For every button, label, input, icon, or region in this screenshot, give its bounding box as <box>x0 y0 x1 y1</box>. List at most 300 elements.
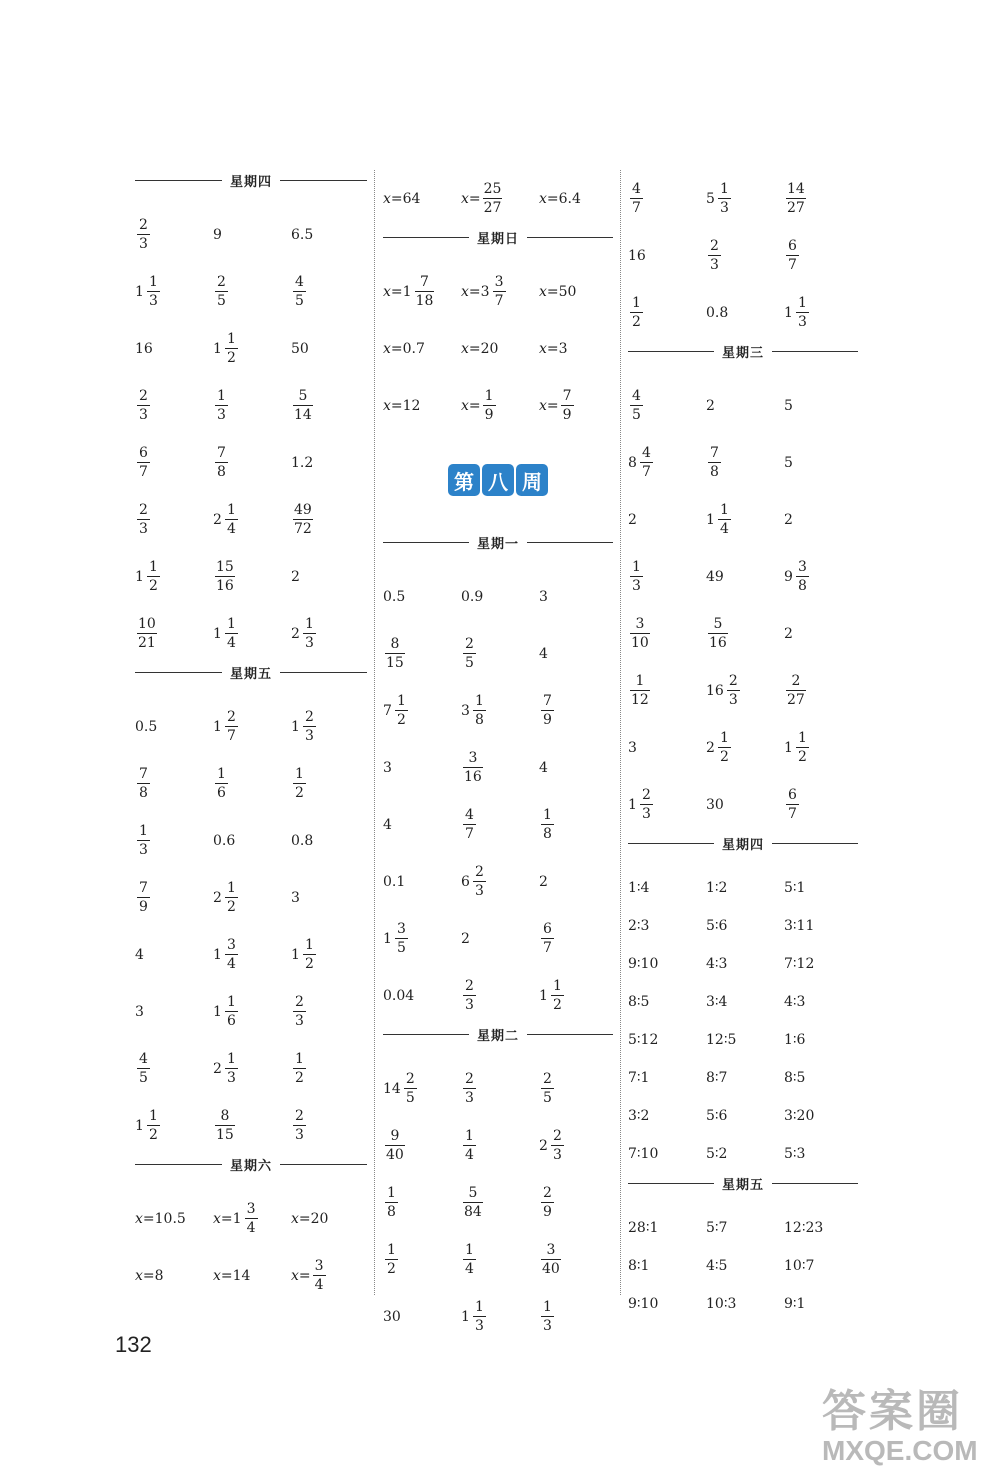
number: 3 <box>628 739 637 756</box>
fraction <box>137 824 150 857</box>
answer-cell <box>628 1059 706 1097</box>
number: 0.7 <box>402 340 425 357</box>
number: 0.9 <box>461 588 484 605</box>
answer-cell <box>706 605 784 662</box>
number: 12∶5 <box>706 1032 737 1048</box>
fraction <box>137 218 150 251</box>
answer-cell <box>135 869 213 926</box>
answer-cell <box>291 548 367 605</box>
number: 2 <box>539 873 548 890</box>
answer-grid <box>628 170 858 341</box>
numerator: 4 <box>632 181 641 197</box>
fraction <box>137 503 150 536</box>
whole-number: 1 <box>402 283 412 300</box>
denominator: 21 <box>138 635 156 651</box>
answer-grid <box>383 1060 613 1345</box>
denominator: 7 <box>630 198 643 215</box>
denominator: 2 <box>147 576 160 593</box>
denominator: 5 <box>541 1088 554 1105</box>
answer-grid <box>383 170 613 227</box>
header-rule <box>280 1164 367 1165</box>
fraction <box>630 182 643 215</box>
equals-sign: = <box>390 283 403 300</box>
fraction <box>293 995 306 1028</box>
number: 64 <box>402 190 421 207</box>
variable-x: x <box>383 340 391 357</box>
equals-sign: = <box>298 1267 311 1284</box>
number: 5∶3 <box>784 1146 806 1162</box>
answer-cell <box>628 1285 706 1323</box>
answer-cell <box>461 796 539 853</box>
column-divider <box>374 170 375 1295</box>
equals-sign: = <box>468 340 481 357</box>
answer-cell <box>784 434 860 491</box>
week-badge-char: 周 <box>516 464 548 496</box>
answer-cell <box>784 983 860 1021</box>
day-header <box>383 227 613 247</box>
fraction <box>463 979 476 1012</box>
header-rule <box>280 672 367 673</box>
numerator: 1 <box>148 559 158 575</box>
numerator: 2 <box>552 1128 562 1144</box>
answer-cell <box>539 796 615 853</box>
number: 5 <box>784 397 793 414</box>
answer-cell <box>461 1117 539 1174</box>
denominator: 7 <box>225 726 238 743</box>
fraction <box>541 922 554 955</box>
answer-cell <box>784 945 860 983</box>
whole-number: 1 <box>383 930 392 947</box>
answer-cell <box>539 1174 615 1231</box>
whole-number: 2 <box>706 739 715 756</box>
denominator: 3 <box>630 576 643 593</box>
answer-cell <box>213 1040 291 1097</box>
day-header <box>383 532 613 552</box>
answer-cell <box>784 227 860 284</box>
numerator: 2 <box>543 1071 552 1087</box>
answer-cell <box>213 434 291 491</box>
numerator: 1 <box>635 673 645 689</box>
day-header <box>628 1173 858 1193</box>
answer-cell <box>706 491 784 548</box>
answer-cell <box>135 1190 213 1247</box>
fraction <box>796 731 809 764</box>
answer-cell <box>383 853 461 910</box>
day-title: 星期四 <box>230 174 273 190</box>
fraction <box>137 446 150 479</box>
denominator: 7 <box>640 462 653 479</box>
fraction <box>551 1129 564 1162</box>
watermark-url: MXQE.COM <box>822 1435 978 1466</box>
numerator: 6 <box>788 238 797 254</box>
variable-x: x <box>291 1267 299 1284</box>
answer-cell <box>784 1059 860 1097</box>
variable-x: x <box>383 397 391 414</box>
denominator: 5 <box>137 1068 150 1085</box>
header-rule <box>383 237 469 238</box>
whole-number: 1 <box>213 625 222 642</box>
number: 1∶2 <box>706 880 728 896</box>
number: 2 <box>784 625 793 642</box>
answer-cell <box>291 263 367 320</box>
fraction <box>415 275 435 308</box>
fraction <box>245 1202 258 1235</box>
whole-number: 1 <box>291 946 300 963</box>
numerator: 4 <box>295 274 304 290</box>
header-rule <box>135 180 222 181</box>
denominator: 16 <box>464 769 482 785</box>
answer-cell <box>628 377 706 434</box>
answer-cell <box>135 605 213 662</box>
denominator: 10 <box>631 635 649 651</box>
whole-number: 1 <box>135 568 144 585</box>
fraction <box>796 296 809 329</box>
numerator: 1 <box>304 937 314 953</box>
whole-number: 1 <box>213 1003 222 1020</box>
fraction <box>225 881 238 914</box>
numerator: 1 <box>474 693 484 709</box>
answer-cell <box>291 434 367 491</box>
answer-cell <box>291 206 367 263</box>
answer-cell <box>291 812 367 869</box>
denominator: 7 <box>786 255 799 272</box>
answer-cell <box>784 719 860 776</box>
answer-cell <box>135 491 213 548</box>
answer-cell <box>213 320 291 377</box>
fraction <box>630 560 643 593</box>
answer-cell <box>213 755 291 812</box>
header-rule <box>772 1183 858 1184</box>
whole-number: 14 <box>383 1080 401 1097</box>
whole-number: 3 <box>461 702 470 719</box>
fraction <box>640 446 653 479</box>
answer-cell <box>461 853 539 910</box>
answer-cell <box>539 170 615 227</box>
equals-sign: = <box>298 1210 311 1227</box>
answer-cell <box>213 206 291 263</box>
numerator: 1 <box>474 1299 484 1315</box>
number: 3∶20 <box>784 1108 815 1124</box>
answer-grid <box>135 206 367 662</box>
number: 9∶1 <box>784 1296 806 1312</box>
answer-cell <box>461 910 539 967</box>
number: 4∶3 <box>706 956 728 972</box>
numerator: 1 <box>396 693 406 709</box>
numerator: 1 <box>387 1185 396 1201</box>
fraction <box>483 389 496 422</box>
numerator: 6 <box>543 921 552 937</box>
watermark-brand: 答案圈 <box>822 1387 963 1436</box>
day-header <box>628 833 858 853</box>
day-header <box>135 1154 367 1174</box>
number: 5∶1 <box>784 880 806 896</box>
answer-cell <box>539 967 615 1024</box>
fraction <box>137 881 150 914</box>
numerator: 2 <box>295 994 304 1010</box>
answer-cell <box>383 796 461 853</box>
fraction <box>137 617 157 650</box>
answer-cell <box>461 625 539 682</box>
denominator: 3 <box>137 840 150 857</box>
variable-x: x <box>539 190 547 207</box>
whole-number: 9 <box>784 568 793 585</box>
numerator: 1 <box>226 880 236 896</box>
numerator: 14 <box>787 181 805 197</box>
numerator: 7 <box>217 445 226 461</box>
answer-cell <box>135 320 213 377</box>
whole-number: 1 <box>784 739 793 756</box>
numerator: 3 <box>635 616 645 632</box>
watermark <box>822 1375 978 1467</box>
numerator: 4 <box>139 1051 148 1067</box>
answer-cell <box>706 869 784 907</box>
denominator: 4 <box>463 1259 476 1276</box>
answer-cell <box>706 170 784 227</box>
numerator: 4 <box>641 445 651 461</box>
denominator: 3 <box>473 881 486 898</box>
answer-cell <box>539 320 615 377</box>
answer-cell <box>135 1040 213 1097</box>
denominator: 6 <box>215 783 228 800</box>
whole-number: 8 <box>628 454 637 471</box>
numerator: 7 <box>710 445 719 461</box>
answer-cell <box>628 776 706 833</box>
answer-cell <box>461 1060 539 1117</box>
answer-cell <box>383 170 461 227</box>
answer-cell <box>628 907 706 945</box>
number: 0.6 <box>213 832 236 849</box>
fraction <box>225 995 238 1028</box>
answer-cell <box>706 434 784 491</box>
number: 4 <box>539 759 548 776</box>
number: 3∶2 <box>628 1108 650 1124</box>
numerator: 7 <box>420 274 429 290</box>
fraction <box>718 182 731 215</box>
numerator: 3 <box>468 750 478 766</box>
answer-cell <box>383 1117 461 1174</box>
number: 8∶1 <box>628 1258 650 1274</box>
fraction <box>718 731 731 764</box>
denominator: 18 <box>415 293 434 309</box>
equals-sign: = <box>220 1267 233 1284</box>
answer-cell <box>383 739 461 796</box>
equals-sign: = <box>546 283 559 300</box>
fraction <box>463 808 476 841</box>
number: 2 <box>628 511 637 528</box>
denominator: 5 <box>215 291 228 308</box>
answer-cell <box>784 491 860 548</box>
number: 12∶23 <box>784 1220 824 1236</box>
answer-cell <box>628 170 706 227</box>
equals-sign: = <box>468 190 481 207</box>
answer-cell <box>628 983 706 1021</box>
number: 30 <box>706 796 724 813</box>
variable-x: x <box>539 397 547 414</box>
answer-cell <box>461 682 539 739</box>
answer-cell <box>461 320 539 377</box>
answer-cell <box>628 869 706 907</box>
header-rule <box>135 1164 222 1165</box>
fraction <box>708 446 721 479</box>
number: 16 <box>135 340 153 357</box>
numerator: 9 <box>390 1128 400 1144</box>
variable-x: x <box>539 283 547 300</box>
answer-cell <box>706 776 784 833</box>
answer-cell <box>291 869 367 926</box>
day-header <box>383 1024 613 1044</box>
answer-cell <box>291 755 367 812</box>
whole-number: 1 <box>213 718 222 735</box>
fraction <box>630 296 643 329</box>
number: 9∶10 <box>628 1296 659 1312</box>
answer-cell <box>539 739 615 796</box>
answer-grid <box>135 1190 367 1304</box>
fraction <box>541 1186 554 1219</box>
answer-cell <box>291 926 367 983</box>
answer-cell <box>383 1060 461 1117</box>
fraction <box>463 1072 476 1105</box>
whole-number: 2 <box>539 1137 548 1154</box>
number: 4 <box>135 946 144 963</box>
denominator: 3 <box>225 1068 238 1085</box>
answer-cell <box>628 1021 706 1059</box>
denominator: 2 <box>225 348 238 365</box>
answer-cell <box>291 491 367 548</box>
fraction <box>541 808 554 841</box>
fraction <box>463 637 476 670</box>
answer-cell <box>784 907 860 945</box>
fraction <box>303 710 316 743</box>
fraction <box>727 674 740 707</box>
fraction <box>786 182 806 215</box>
numerator: 8 <box>390 636 400 652</box>
answer-cell <box>291 377 367 434</box>
answer-cell <box>539 625 615 682</box>
answer-column-1 <box>135 170 367 1304</box>
numerator: 10 <box>138 616 156 632</box>
number: 0.8 <box>706 304 729 321</box>
fraction <box>493 275 506 308</box>
denominator: 3 <box>137 519 150 536</box>
denominator: 3 <box>463 1088 476 1105</box>
denominator: 6 <box>225 1011 238 1028</box>
header-rule <box>527 1034 613 1035</box>
fraction <box>225 617 238 650</box>
week-badge <box>383 464 613 496</box>
answer-cell <box>706 907 784 945</box>
fraction <box>708 617 728 650</box>
fraction <box>463 1243 476 1276</box>
denominator: 4 <box>463 1145 476 1162</box>
number: 5∶6 <box>706 918 728 934</box>
answer-cell <box>383 1288 461 1345</box>
denominator: 8 <box>215 462 228 479</box>
denominator: 3 <box>293 1011 306 1028</box>
week-badge-char: 八 <box>482 464 514 496</box>
denominator: 27 <box>787 692 805 708</box>
fraction <box>463 1129 476 1162</box>
fraction <box>215 389 228 422</box>
numerator: 1 <box>226 502 236 518</box>
answer-grid <box>628 869 858 1173</box>
denominator: 3 <box>727 690 740 707</box>
answer-cell <box>383 625 461 682</box>
fraction <box>137 389 150 422</box>
equals-sign: = <box>390 397 403 414</box>
answer-cell <box>291 698 367 755</box>
whole-number: 2 <box>213 1060 222 1077</box>
answer-cell <box>383 568 461 625</box>
day-title: 星期五 <box>230 666 273 682</box>
denominator: 72 <box>294 521 312 537</box>
answer-cell <box>213 548 291 605</box>
day-title: 星期五 <box>722 1177 765 1193</box>
denominator: 8 <box>137 783 150 800</box>
numerator: 6 <box>788 787 797 803</box>
denominator: 5 <box>630 405 643 422</box>
page-number: 132 <box>115 1332 152 1357</box>
answer-cell <box>784 869 860 907</box>
week-badge-char: 第 <box>448 464 480 496</box>
answer-cell <box>784 1097 860 1135</box>
numerator: 2 <box>728 673 738 689</box>
numerator: 2 <box>295 1108 304 1124</box>
number: 9 <box>213 226 222 243</box>
denominator: 7 <box>137 462 150 479</box>
fraction <box>473 865 486 898</box>
answer-cell <box>628 662 706 719</box>
denominator: 2 <box>147 1125 160 1142</box>
numerator: 1 <box>552 978 562 994</box>
header-rule <box>527 542 613 543</box>
numerator: 15 <box>216 559 234 575</box>
answer-cell <box>213 263 291 320</box>
fraction <box>395 922 408 955</box>
number: 0.5 <box>135 718 158 735</box>
number: 14 <box>232 1267 251 1284</box>
number: 0.1 <box>383 873 406 890</box>
answer-cell <box>539 853 615 910</box>
header-rule <box>628 843 714 844</box>
answer-cell <box>213 605 291 662</box>
answer-cell <box>213 1247 291 1304</box>
answer-cell <box>628 1135 706 1173</box>
variable-x: x <box>383 190 391 207</box>
numerator: 1 <box>148 274 158 290</box>
answer-cell <box>539 1288 615 1345</box>
day-title: 星期三 <box>722 345 765 361</box>
answer-cell <box>291 1190 367 1247</box>
fraction <box>293 503 313 536</box>
number: 50 <box>291 340 309 357</box>
answer-cell <box>539 263 615 320</box>
fraction <box>483 182 503 215</box>
header-rule <box>772 351 858 352</box>
answer-cell <box>461 377 539 434</box>
number: 7∶10 <box>628 1146 659 1162</box>
answer-cell <box>461 967 539 1024</box>
whole-number: 16 <box>706 682 724 699</box>
answer-column-2 <box>383 170 613 1345</box>
numerator: 3 <box>226 937 236 953</box>
header-rule <box>383 1034 469 1035</box>
answer-grid <box>383 568 613 1024</box>
answer-grid <box>383 263 613 434</box>
numerator: 2 <box>139 217 148 233</box>
numerator: 2 <box>641 787 651 803</box>
numerator: 2 <box>710 238 719 254</box>
answer-cell <box>784 1285 860 1323</box>
